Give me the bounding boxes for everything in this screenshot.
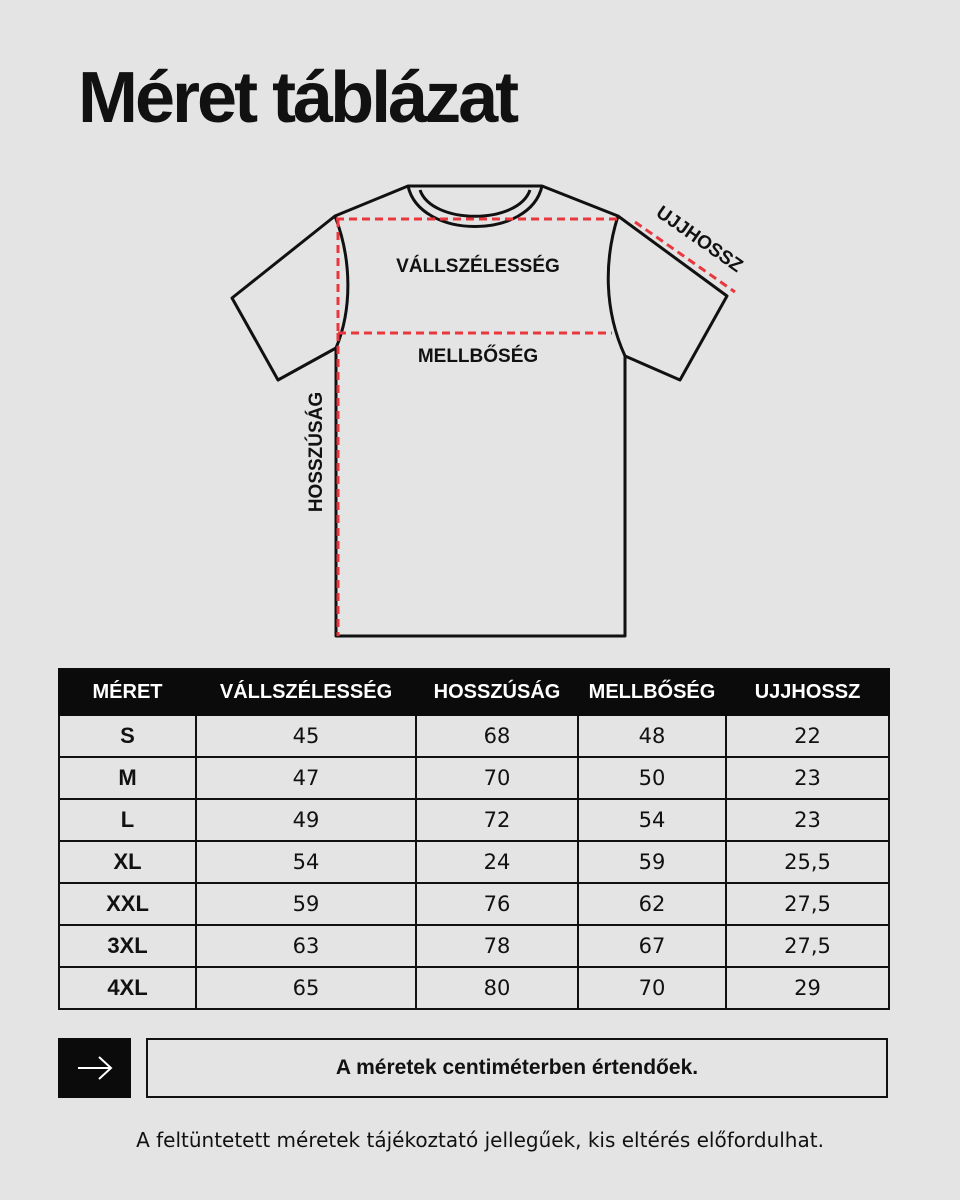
shoulder-cell: 47: [196, 757, 416, 799]
table-header-row: [59, 669, 889, 715]
table-row: [59, 841, 889, 883]
chest-cell: 54: [578, 799, 726, 841]
sleeve-cell: 23: [726, 799, 889, 841]
chest-cell: 59: [578, 841, 726, 883]
sleeve-label: UJJHOSSZ: [652, 202, 747, 277]
arrow-badge: [58, 1038, 131, 1098]
sleeve-cell: 27,5: [726, 883, 889, 925]
shoulder-cell: 59: [196, 883, 416, 925]
sleeve-cell: 23: [726, 757, 889, 799]
chest-cell: 70: [578, 967, 726, 1009]
chest-cell: 67: [578, 925, 726, 967]
header-shoulder: VÁLLSZÉLESSÉG: [196, 669, 416, 715]
page-title: Méret táblázat: [78, 58, 517, 138]
size-cell: 4XL: [59, 967, 196, 1009]
size-cell: S: [59, 715, 196, 757]
shoulder-cell: 65: [196, 967, 416, 1009]
header-chest: MELLBŐSÉG: [578, 669, 726, 715]
length-cell: 76: [416, 883, 578, 925]
header-size: MÉRET: [59, 669, 196, 715]
length-cell: 70: [416, 757, 578, 799]
shoulder-cell: 63: [196, 925, 416, 967]
table-row: [59, 883, 889, 925]
sleeve-cell: 25,5: [726, 841, 889, 883]
units-note: [146, 1038, 888, 1098]
armhole-right: [608, 216, 625, 356]
size-cell: XXL: [59, 883, 196, 925]
length-cell: 72: [416, 799, 578, 841]
sleeve-cell: 22: [726, 715, 889, 757]
size-cell: M: [59, 757, 196, 799]
table-row: [59, 967, 889, 1009]
header-sleeve: UJJHOSSZ: [726, 669, 889, 715]
header-length: HOSSZÚSÁG: [416, 669, 578, 715]
chest-cell: 50: [578, 757, 726, 799]
length-label: HOSSZÚSÁG: [306, 391, 327, 513]
shoulder-cell: 49: [196, 799, 416, 841]
arrow-right-icon: [75, 1054, 115, 1082]
tshirt-diagram: [0, 170, 960, 650]
length-cell: 24: [416, 841, 578, 883]
sleeve-cell: 29: [726, 967, 889, 1009]
shoulder-cell: 45: [196, 715, 416, 757]
shoulder-cell: 54: [196, 841, 416, 883]
size-table: [58, 668, 890, 1010]
table-row: [59, 799, 889, 841]
table-row: [59, 925, 889, 967]
units-note-text: A méretek centiméterben értendőek.: [335, 1056, 699, 1079]
table-row: [59, 715, 889, 757]
shoulder-label: VÁLLSZÉLESSÉG: [396, 256, 560, 277]
sleeve-cell: 27,5: [726, 925, 889, 967]
size-cell: 3XL: [59, 925, 196, 967]
size-cell: L: [59, 799, 196, 841]
length-cell: 78: [416, 925, 578, 967]
chest-label: MELLBŐSÉG: [417, 346, 539, 367]
disclaimer-text: A feltüntetett méretek tájékoztató jellegűek, kis eltérés előfordulhat.: [136, 1128, 824, 1152]
length-cell: 80: [416, 967, 578, 1009]
table-row: [59, 757, 889, 799]
chest-cell: 48: [578, 715, 726, 757]
chest-cell: 62: [578, 883, 726, 925]
collar-inner: [420, 190, 530, 216]
size-cell: XL: [59, 841, 196, 883]
length-cell: 68: [416, 715, 578, 757]
